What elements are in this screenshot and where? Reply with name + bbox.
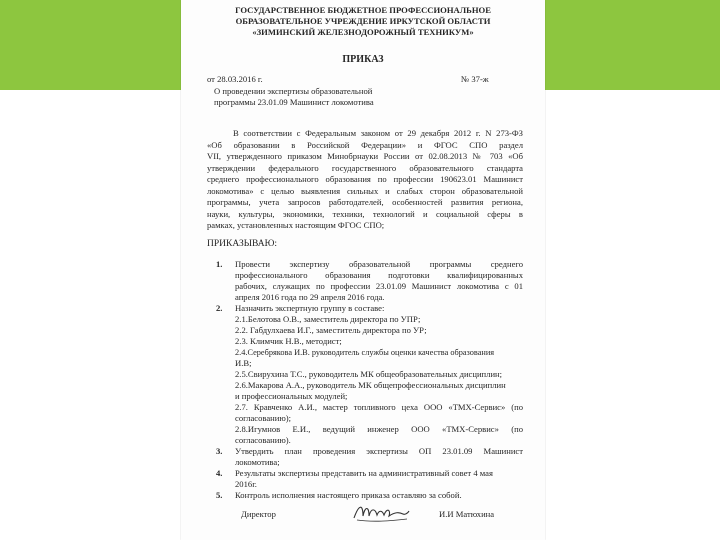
signature-icon (351, 498, 411, 524)
preamble-line: утверждении федерального государственного образовательного стандарта (207, 162, 523, 173)
item-line: 2.3. Климчик Н.В., методист; (235, 336, 342, 346)
item-line: Результаты экспертизы представить на административный совет 4 мая (235, 468, 493, 478)
subject-line-2: программы 23.01.09 Машинист локомотива (214, 97, 374, 107)
preamble-line: рамках, установленных настоящим ФГОС СПО; (207, 220, 385, 230)
item-line: И.В; (235, 358, 252, 368)
item-line: Назначить экспертную группу в составе: (235, 303, 385, 313)
item-line: 2.7. Кравченко А.И., мастер топливного цеха ООО «ТМХ-Сервис» (по (235, 402, 523, 412)
item-line: 2.2. Габдулхаева И.Г., заместитель директора по УР; (235, 325, 427, 335)
order-word: ПРИКАЗЫВАЮ: (207, 239, 278, 249)
preamble-line: В соответствии с Федеральным законом от 29 декабря 2012 г. N 273-ФЗ (233, 128, 523, 138)
item-line: 2016г. (235, 479, 257, 489)
signature-role: Директор (241, 509, 276, 519)
org-header-line-2: ОБРАЗОВАТЕЛЬНОЕ УЧРЕЖДЕНИЕ ИРКУТСКОЙ ОБЛАСТИ (235, 16, 491, 26)
document-page (181, 0, 545, 540)
item-line: 2.1.Белотова О.В., заместитель директора по УПР; (235, 314, 421, 324)
item-line: и профессиональных модулей; (235, 391, 348, 401)
org-header-line-3: «ЗИМИНСКИЙ ЖЕЛЕЗНОДОРОЖНЫЙ ТЕХНИКУМ» (252, 27, 474, 37)
preamble-line: науки, культуры, экономики, техники, технологий и социальной сферы в (207, 208, 523, 219)
item-line: согласованию); (235, 413, 292, 423)
item-number: 1. (216, 259, 223, 269)
preamble-line: программы, учета запросов работодателей, особенностей развития региона, (207, 197, 523, 207)
item-line: Провести экспертизу образовательной программы среднего (235, 259, 523, 269)
item-line: 2.4.Серебрякова И.В. руководитель службы оценки качества образования (235, 348, 495, 357)
item-number: 3. (216, 446, 223, 456)
item-line: 2.8.Игумнов Е.И., ведущий инженер ООО «ТМХ-Сервис» (по (235, 424, 523, 434)
subject-line-1: О проведении экспертизы образовательной (214, 86, 373, 96)
item-number: 2. (216, 303, 223, 313)
org-header-line-1: ГОСУДАРСТВЕННОЕ БЮДЖЕТНОЕ ПРОФЕССИОНАЛЬНОЕ (235, 5, 491, 15)
signature-name: И.И Матюхина (439, 509, 495, 519)
item-line: апреля 2016 года по 29 апреля 2016 года. (235, 292, 385, 302)
document-title: ПРИКАЗ (342, 54, 384, 65)
item-line: Контроль исполнения настоящего приказа оставляю за собой. (235, 490, 462, 500)
item-line: согласованию). (235, 435, 291, 445)
preamble-line: среднего профессионального образования по профессии 190623.01 Машинист (207, 174, 523, 184)
item-number: 5. (216, 490, 223, 500)
preamble-line: VII, утвержденного приказом Минобрнауки России от 02.08.2013 № 703 «Об (207, 151, 523, 161)
preamble-line: «Об образовании в Российской Федерации» и ФГОС СПО раздел (207, 139, 523, 150)
item-line: Утвердить план проведения экспертизы ОП 23.01.09 Машинист (235, 446, 523, 456)
order-number: № 37-ж (461, 74, 489, 84)
item-number: 4. (216, 468, 223, 478)
item-line: 2.5.Свирухина Т.С., руководитель МК общеобразовательных дисциплин; (235, 369, 503, 379)
item-line: профессионального образования подготовки квалифицированных (235, 270, 523, 280)
item-line: рабочих, служащих по профессии 23.01.09 Машинист локомотива с 01 (235, 281, 523, 291)
item-line: 2.6.Макарова А.А., руководитель МК общепрофессиональных дисциплин (235, 380, 506, 390)
preamble-line: локомотива» с целью выявления сильных и слабых сторон образовательной (207, 185, 523, 196)
item-line: локомотива; (235, 457, 280, 467)
order-date: от 28.03.2016 г. (207, 74, 263, 84)
